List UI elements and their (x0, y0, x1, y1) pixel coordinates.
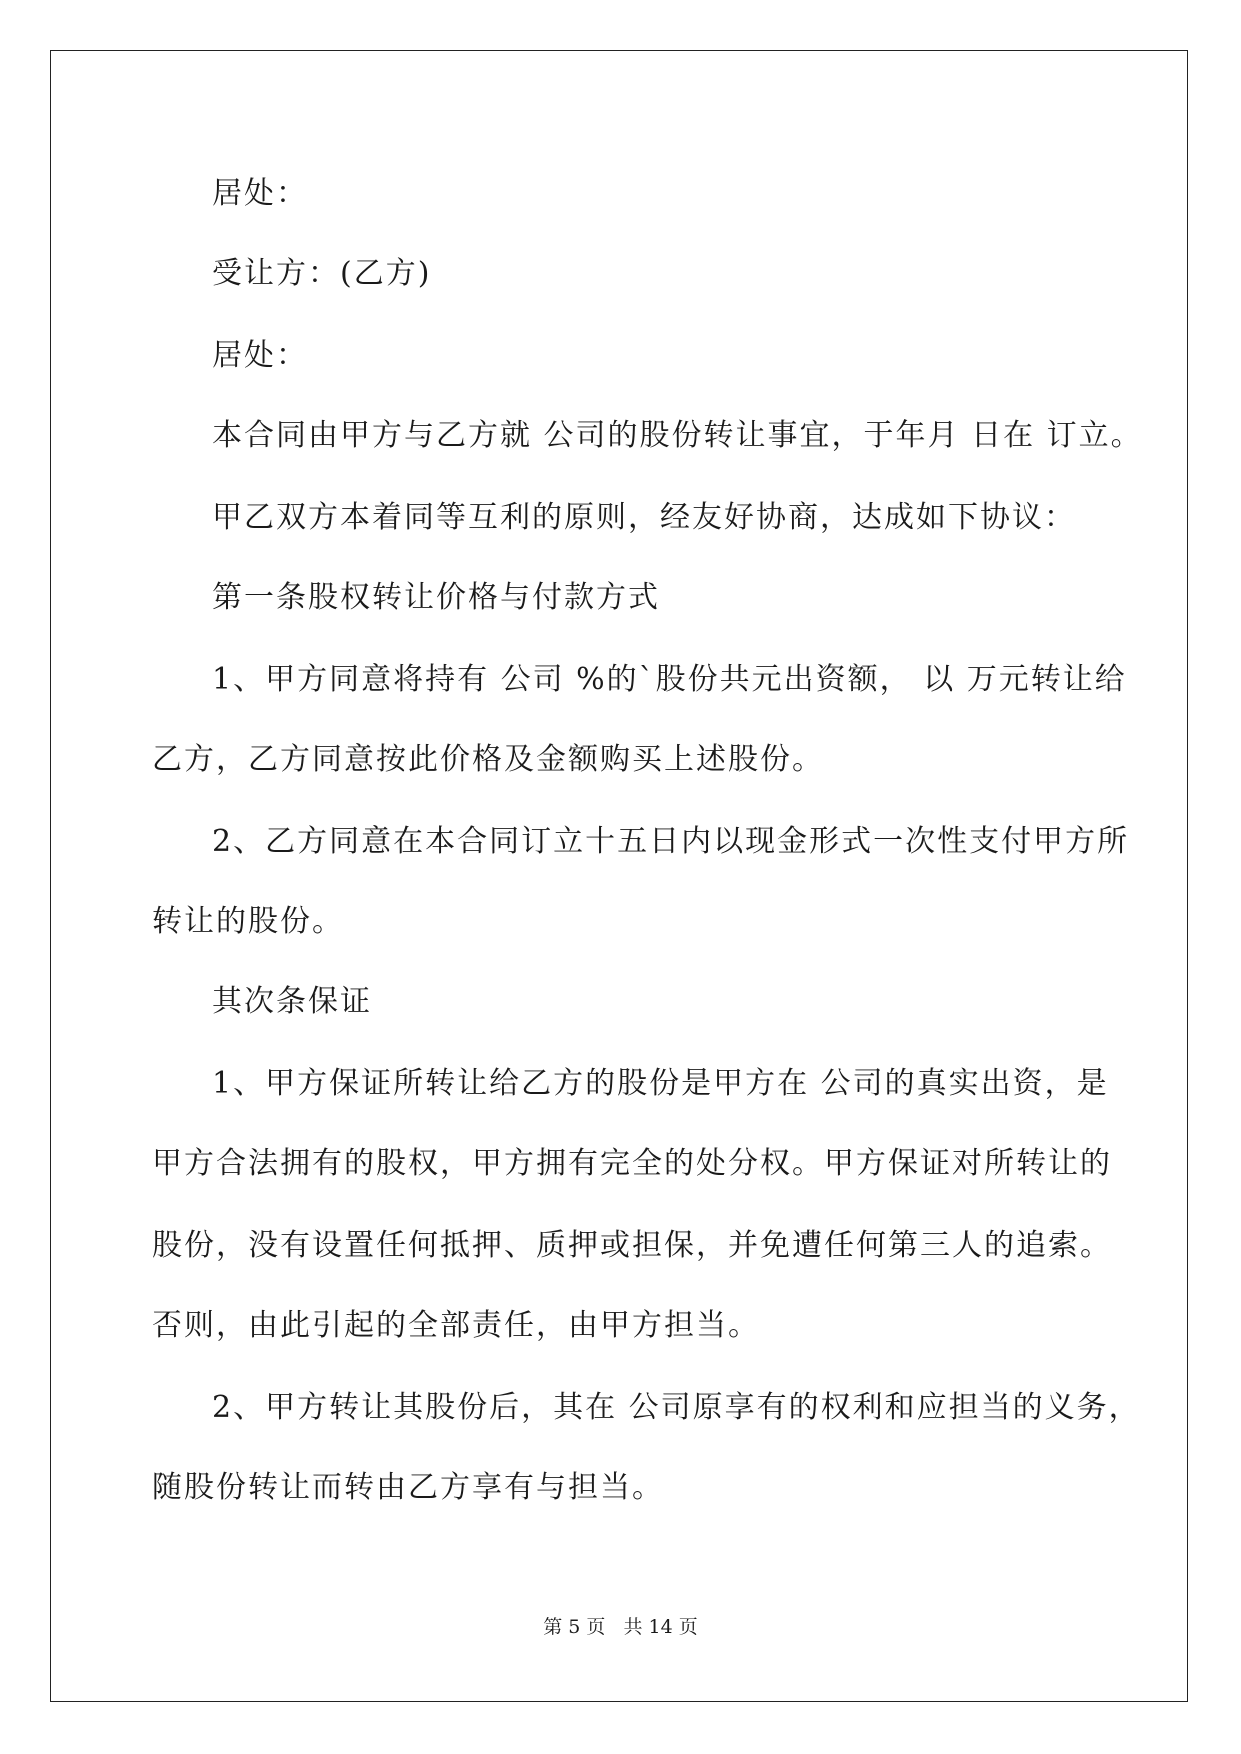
text-line: 甲方合法拥有的股权，甲方拥有完全的处分权。甲方保证对所转让的 (152, 1146, 1112, 1181)
text-line: 2、甲方转让其股份后，其在 公司原享有的权利和应担当的义务， (212, 1390, 1141, 1425)
text-line: 2、乙方同意在本合同订立十五日内以现金形式一次性支付甲方所 (212, 824, 1130, 859)
text-line: 居处： (212, 338, 308, 373)
page-border (50, 50, 1188, 1702)
text-line: 受让方：(乙方) (212, 256, 432, 291)
text-line: 股份，没有设置任何抵押、质押或担保，并免遭任何第三人的追索。 (152, 1228, 1112, 1263)
page-number: 第 5 页 共 14 页 (543, 1616, 698, 1638)
text-line: 甲乙双方本着同等互利的原则，经友好协商，达成如下协议： (212, 500, 1076, 535)
text-line: 乙方，乙方同意按此价格及金额购买上述股份。 (152, 742, 824, 777)
text-line: 1、甲方同意将持有 公司 %的`股份共元出资额， 以 万元转让给 (212, 662, 1127, 697)
text-line: 随股份转让而转由乙方享有与担当。 (152, 1470, 664, 1505)
text-line: 否则，由此引起的全部责任，由甲方担当。 (152, 1308, 760, 1343)
section-heading: 第一条股权转让价格与付款方式 (212, 580, 660, 615)
text-line: 转让的股份。 (152, 904, 344, 939)
text-line: 本合同由甲方与乙方就 公司的股份转让事宜，于年月 日在 订立。 (212, 418, 1143, 453)
section-heading: 其次条保证 (212, 984, 372, 1019)
text-line: 1、甲方保证所转让给乙方的股份是甲方在 公司的真实出资，是 (212, 1066, 1109, 1101)
text-line: 居处： (212, 176, 308, 211)
